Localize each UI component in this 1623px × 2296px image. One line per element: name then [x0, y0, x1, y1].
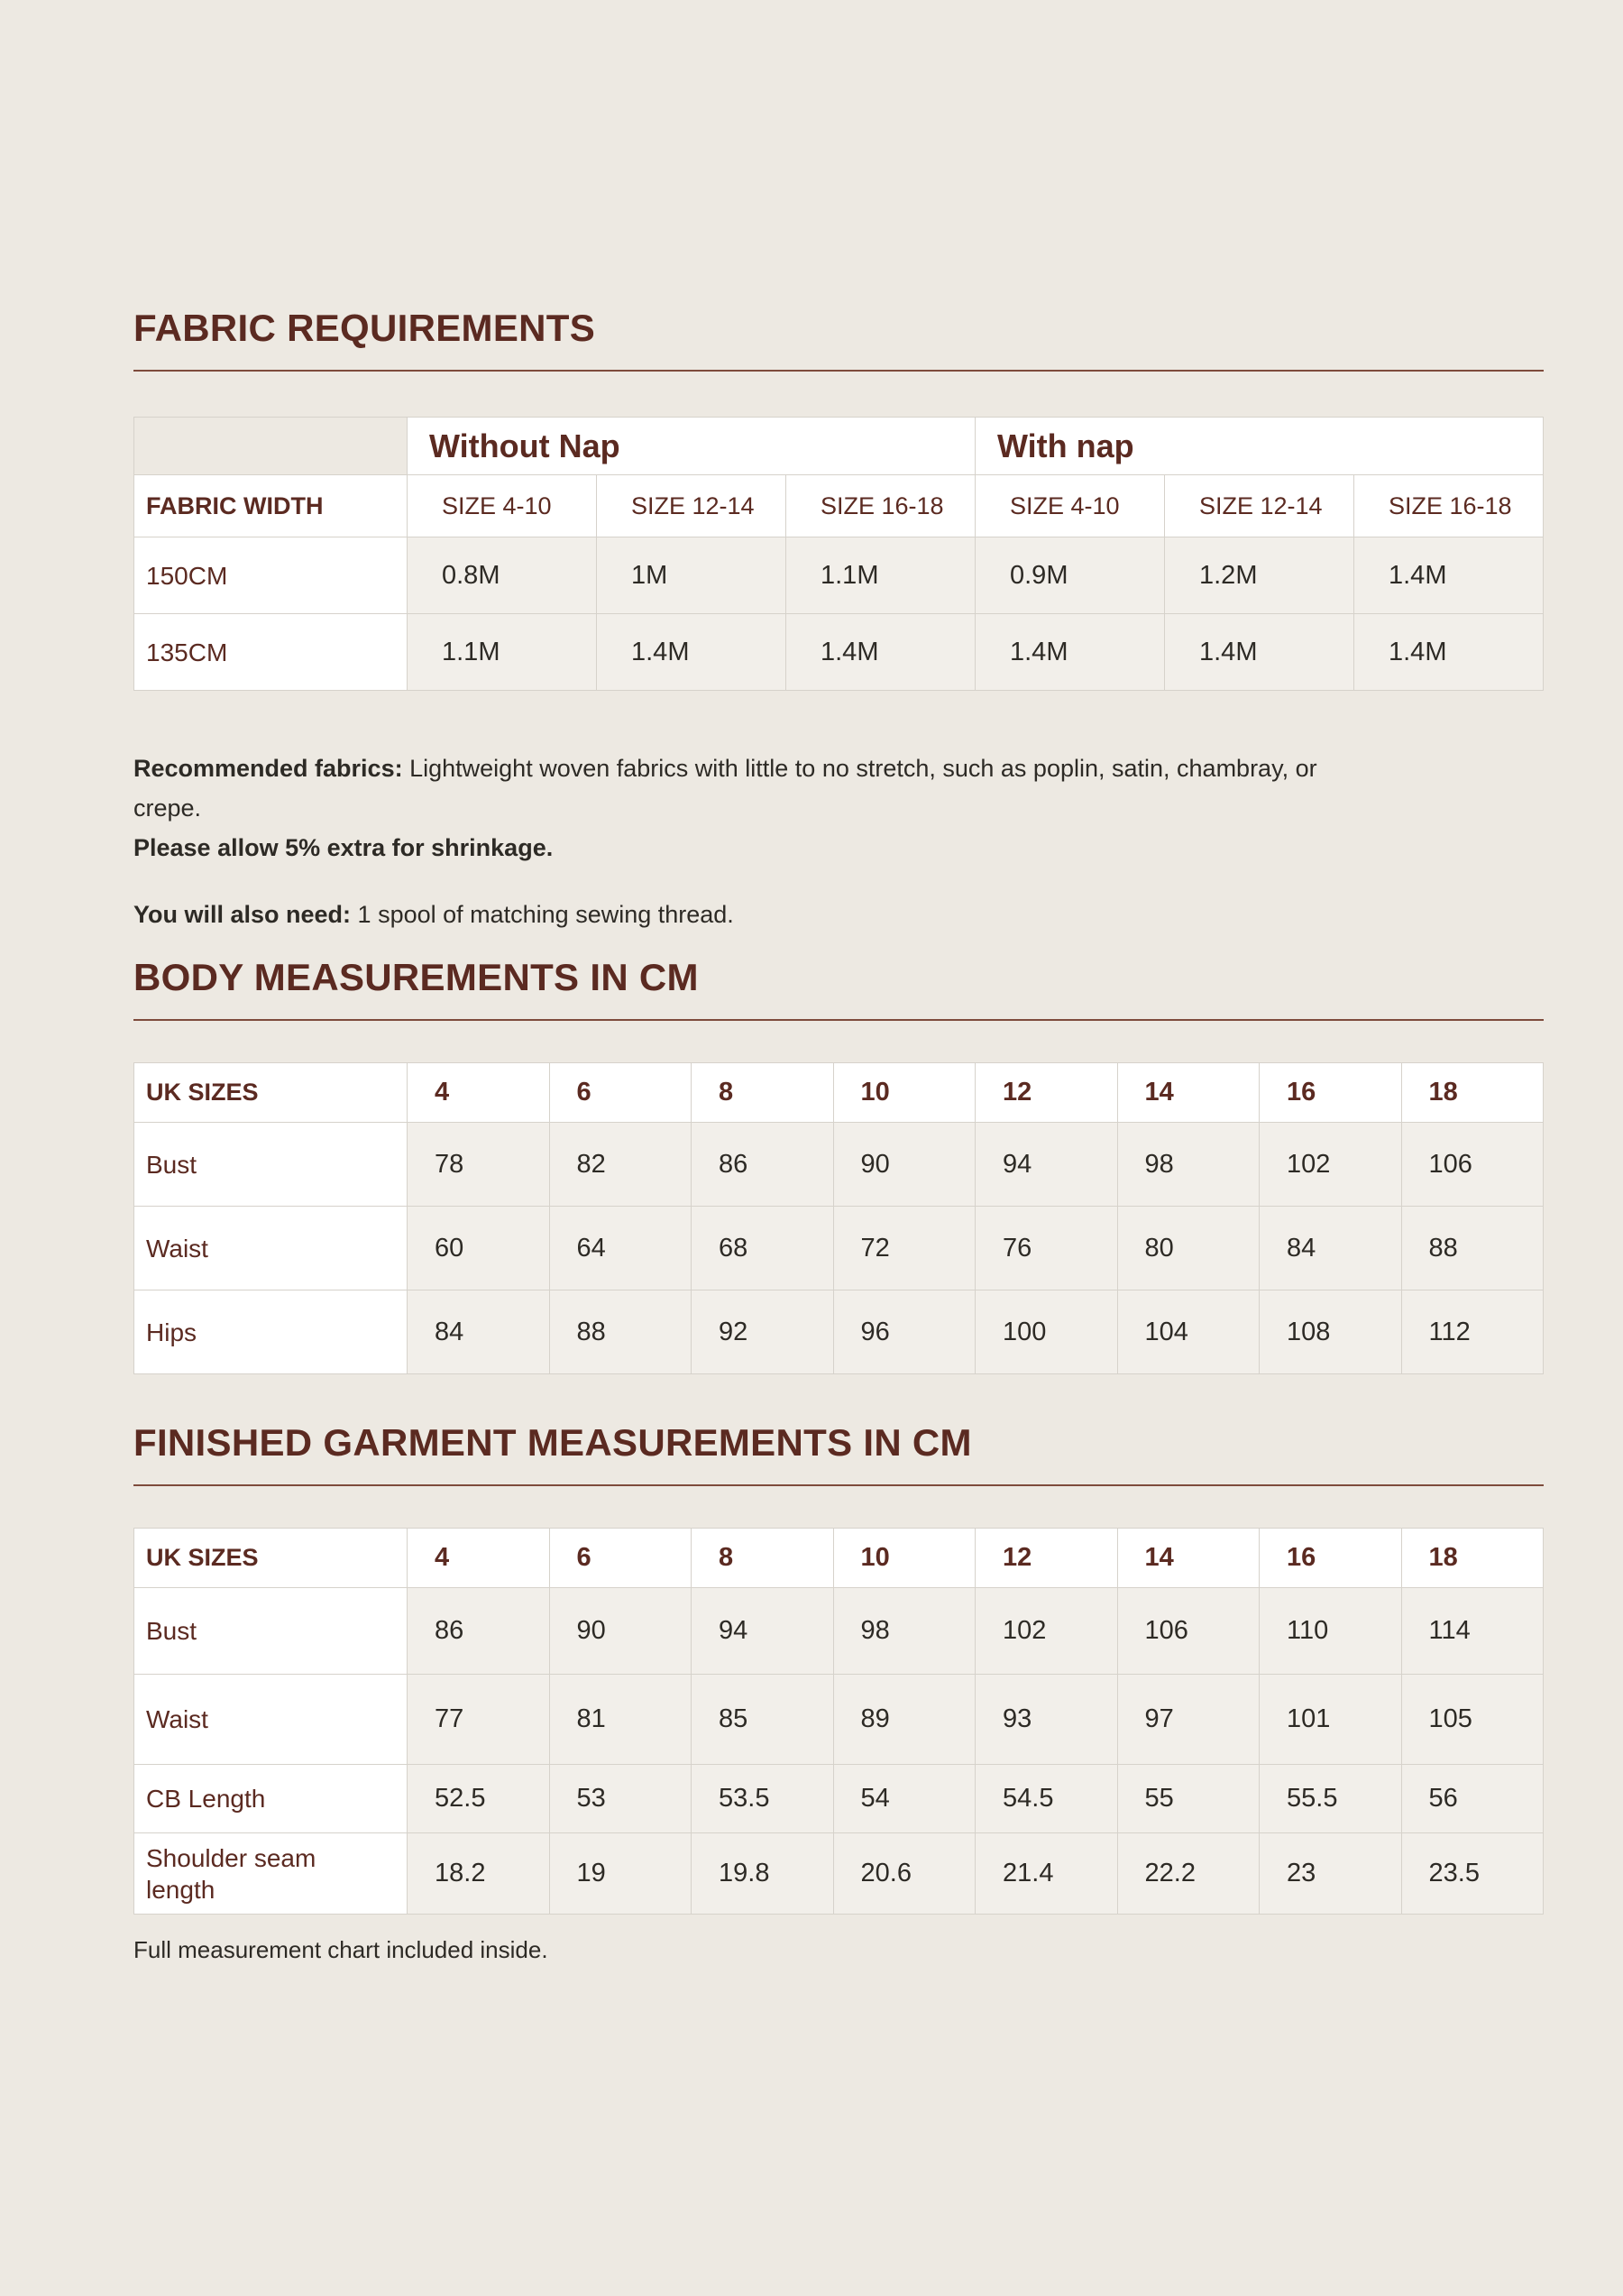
- value-cell: 82: [549, 1123, 692, 1207]
- size-column-header: 6: [549, 1529, 692, 1588]
- shrinkage-note: Please allow 5% extra for shrinkage.: [133, 834, 554, 861]
- value-cell: 90: [549, 1588, 692, 1675]
- value-cell: 19: [549, 1833, 692, 1915]
- fabric-width-header: FABRIC WIDTH: [134, 475, 408, 537]
- value-cell: 105: [1401, 1675, 1544, 1765]
- value-cell: 98: [1117, 1123, 1260, 1207]
- size-column-header: 10: [833, 1063, 976, 1123]
- value-cell: 18.2: [408, 1833, 550, 1915]
- value-cell: 102: [1260, 1123, 1402, 1207]
- value-cell: 98: [833, 1588, 976, 1675]
- value-cell: 64: [549, 1207, 692, 1290]
- value-cell: 101: [1260, 1675, 1402, 1765]
- finished-garment-section: [133, 1421, 1544, 1964]
- size-column-header: SIZE 4-10: [976, 475, 1165, 537]
- body-measurements-title: BODY MEASUREMENTS IN CM: [133, 956, 699, 998]
- value-cell: 23.5: [1401, 1833, 1544, 1915]
- divider-rule: [133, 1484, 1544, 1486]
- value-cell: 0.9M: [976, 537, 1165, 614]
- value-cell: 108: [1260, 1290, 1402, 1374]
- you-will-need-note: [133, 895, 1544, 934]
- table-row: [134, 1588, 1544, 1675]
- note-lead-bold: You will also need:: [133, 901, 352, 928]
- value-cell: 110: [1260, 1588, 1402, 1675]
- value-cell: 55.5: [1260, 1765, 1402, 1833]
- value-cell: 76: [976, 1207, 1118, 1290]
- value-cell: 97: [1117, 1675, 1260, 1765]
- value-cell: 96: [833, 1290, 976, 1374]
- recommended-fabrics-note: [133, 748, 1544, 868]
- finished-garment-table: [133, 1528, 1544, 1915]
- value-cell: 1.4M: [1165, 614, 1354, 691]
- value-cell: 81: [549, 1675, 692, 1765]
- size-column-header: 8: [692, 1529, 834, 1588]
- value-cell: 21.4: [976, 1833, 1118, 1915]
- row-label: 150CM: [134, 537, 408, 614]
- value-cell: 53: [549, 1765, 692, 1833]
- row-label-header: UK SIZES: [134, 1063, 408, 1123]
- size-column-header: 14: [1117, 1529, 1260, 1588]
- value-cell: 1.4M: [1354, 537, 1544, 614]
- body-measurements-table: [133, 1062, 1544, 1374]
- value-cell: 68: [692, 1207, 834, 1290]
- value-cell: 22.2: [1117, 1833, 1260, 1915]
- value-cell: 93: [976, 1675, 1118, 1765]
- size-column-header: 10: [833, 1529, 976, 1588]
- value-cell: 88: [1401, 1207, 1544, 1290]
- value-cell: 86: [408, 1588, 550, 1675]
- value-cell: 54.5: [976, 1765, 1118, 1833]
- value-cell: 104: [1117, 1290, 1260, 1374]
- divider-rule: [133, 370, 1544, 372]
- value-cell: 1.4M: [597, 614, 786, 691]
- value-cell: 106: [1117, 1588, 1260, 1675]
- size-column-header: 4: [408, 1529, 550, 1588]
- value-cell: 1.2M: [1165, 537, 1354, 614]
- row-label-header: UK SIZES: [134, 1529, 408, 1588]
- value-cell: 54: [833, 1765, 976, 1833]
- table-row: [134, 1123, 1544, 1207]
- value-cell: 77: [408, 1675, 550, 1765]
- size-column-header: SIZE 16-18: [786, 475, 976, 537]
- value-cell: 1.4M: [786, 614, 976, 691]
- finished-garment-title: FINISHED GARMENT MEASUREMENTS IN CM: [133, 1421, 972, 1464]
- size-column-header: 18: [1401, 1063, 1544, 1123]
- row-label: Waist: [134, 1675, 408, 1765]
- fabric-requirements-table: [133, 417, 1544, 691]
- value-cell: 102: [976, 1588, 1118, 1675]
- size-column-header: 16: [1260, 1063, 1402, 1123]
- value-cell: 1.4M: [1354, 614, 1544, 691]
- value-cell: 88: [549, 1290, 692, 1374]
- note-line: [133, 748, 1544, 788]
- table-row: [134, 537, 1544, 614]
- value-cell: 1.4M: [976, 614, 1165, 691]
- value-cell: 72: [833, 1207, 976, 1290]
- value-cell: 19.8: [692, 1833, 834, 1915]
- value-cell: 1.1M: [408, 614, 597, 691]
- size-column-header: SIZE 12-14: [1165, 475, 1354, 537]
- value-cell: 94: [692, 1588, 834, 1675]
- value-cell: 60: [408, 1207, 550, 1290]
- nap-header-row: [134, 418, 1544, 475]
- with-nap-header: With nap: [976, 418, 1544, 475]
- value-cell: 52.5: [408, 1765, 550, 1833]
- value-cell: 89: [833, 1675, 976, 1765]
- size-header-row: [134, 1529, 1544, 1588]
- value-cell: 90: [833, 1123, 976, 1207]
- fabric-requirements-section: [133, 307, 1544, 934]
- table-row: [134, 614, 1544, 691]
- value-cell: 0.8M: [408, 537, 597, 614]
- value-cell: 20.6: [833, 1833, 976, 1915]
- value-cell: 92: [692, 1290, 834, 1374]
- table-row: [134, 1207, 1544, 1290]
- size-header-row: [134, 1063, 1544, 1123]
- pattern-info-page: [133, 0, 1544, 1964]
- value-cell: 112: [1401, 1290, 1544, 1374]
- size-column-header: 8: [692, 1063, 834, 1123]
- row-label: Waist: [134, 1207, 408, 1290]
- value-cell: 86: [692, 1123, 834, 1207]
- value-cell: 84: [1260, 1207, 1402, 1290]
- size-header-row: [134, 475, 1544, 537]
- body-measurements-section: [133, 956, 1544, 1374]
- size-column-header: 6: [549, 1063, 692, 1123]
- value-cell: 85: [692, 1675, 834, 1765]
- size-column-header: 16: [1260, 1529, 1402, 1588]
- row-label: 135CM: [134, 614, 408, 691]
- size-column-header: 4: [408, 1063, 550, 1123]
- note-lead-bold: Recommended fabrics:: [133, 755, 403, 782]
- size-column-header: 14: [1117, 1063, 1260, 1123]
- fabric-requirements-title: FABRIC REQUIREMENTS: [133, 307, 596, 349]
- table-row: [134, 1765, 1544, 1833]
- table-row: [134, 1833, 1544, 1915]
- divider-rule: [133, 1019, 1544, 1021]
- table-row: [134, 1675, 1544, 1765]
- value-cell: 23: [1260, 1833, 1402, 1915]
- row-label: CB Length: [134, 1765, 408, 1833]
- row-label: Bust: [134, 1123, 408, 1207]
- size-column-header: 12: [976, 1529, 1118, 1588]
- note-text: Lightweight woven fabrics with little to no stretch, such as poplin, satin, chambray, or: [402, 755, 1317, 782]
- value-cell: 100: [976, 1290, 1118, 1374]
- value-cell: 56: [1401, 1765, 1544, 1833]
- value-cell: 114: [1401, 1588, 1544, 1675]
- row-label: Shoulder seam length: [134, 1833, 408, 1915]
- size-column-header: 12: [976, 1063, 1118, 1123]
- value-cell: 78: [408, 1123, 550, 1207]
- full-chart-note: Full measurement chart included inside.: [133, 1936, 548, 1963]
- value-cell: 1.1M: [786, 537, 976, 614]
- table-spacer-cell: [134, 418, 408, 475]
- size-column-header: SIZE 12-14: [597, 475, 786, 537]
- value-cell: 55: [1117, 1765, 1260, 1833]
- note-line: crepe.: [133, 794, 202, 822]
- row-label: Bust: [134, 1588, 408, 1675]
- size-column-header: 18: [1401, 1529, 1544, 1588]
- value-cell: 53.5: [692, 1765, 834, 1833]
- note-text: 1 spool of matching sewing thread.: [351, 901, 734, 928]
- value-cell: 106: [1401, 1123, 1544, 1207]
- row-label: Hips: [134, 1290, 408, 1374]
- without-nap-header: Without Nap: [408, 418, 976, 475]
- size-column-header: SIZE 4-10: [408, 475, 597, 537]
- value-cell: 80: [1117, 1207, 1260, 1290]
- size-column-header: SIZE 16-18: [1354, 475, 1544, 537]
- value-cell: 84: [408, 1290, 550, 1374]
- value-cell: 94: [976, 1123, 1118, 1207]
- value-cell: 1M: [597, 537, 786, 614]
- table-row: [134, 1290, 1544, 1374]
